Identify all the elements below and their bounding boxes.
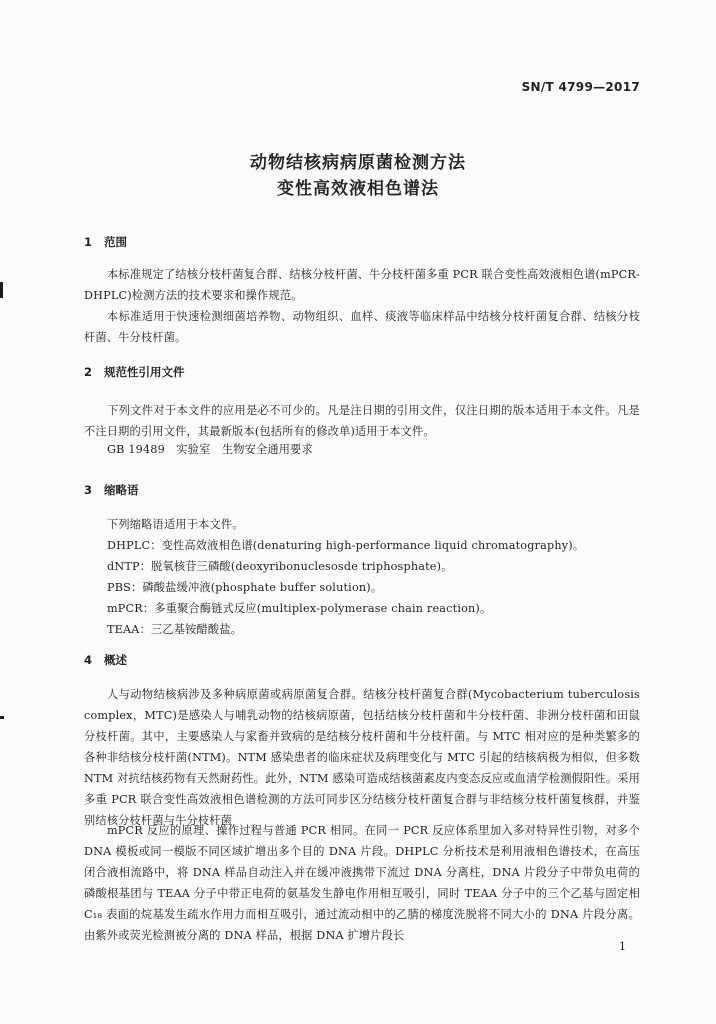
section-1-paragraph-2: 本标准适用于快速检测细菌培养物、动物组织、血样、痰液等临床样品中结核分枝杆菌复合群、结核分枝杆菌、牛分枝杆菌。 bbox=[84, 310, 640, 344]
abbreviation-item: dNTP：脱氧核苷三磷酸(deoxyribonuclesosde triphosphate)。 bbox=[107, 560, 453, 573]
document-title-line-2: 变性高效液相色谱法 bbox=[277, 179, 439, 199]
section-number: 2 bbox=[84, 365, 93, 379]
scan-edge-mark bbox=[0, 716, 4, 719]
abbreviation-item: mPCR：多重聚合酶链式反应(multiplex-polymerase chain reaction)。 bbox=[107, 602, 492, 615]
standard-code: SN/T 4799—2017 bbox=[521, 80, 640, 94]
section-3-heading bbox=[84, 482, 139, 498]
abbreviation-intro: 下列缩略语适用于本文件。 bbox=[107, 518, 244, 531]
section-1-paragraph-1: 本标准规定了结核分枝杆菌复合群、结核分枝杆菌、牛分枝杆菌多重 PCR 联合变性高效液相色谱(mPCR-DHPLC)检测方法的技术要求和操作规范。 bbox=[84, 268, 640, 302]
section-2-paragraph: 下列文件对于本文件的应用是必不可少的。凡是注日期的引用文件，仅注日期的版本适用于本文件。凡是不注日期的引用文件，其最新版本(包括所有的修改单)适用于本文件。 bbox=[84, 404, 640, 438]
page-number: 1 bbox=[619, 940, 626, 953]
section-4-paragraph-1: 人与动物结核病涉及多种病原菌或病原菌复合群。结核分枝杆菌复合群(Mycobacterium tuberculosis complex，MTC)是感染人与哺乳动物的结核病原菌，包括结核分枝杆菌和牛分枝杆菌、非洲分枝杆菌和田鼠分枝杆菌。其中，主要感染人与家畜并致病的是结核分枝杆菌和牛分枝杆菌。与 MTC 相对应的是种类繁多的各种非结核分枝杆菌(NTM)。NTM 感染患者的临床症状及病理变化与 MTC 引起的结核病极为相似，但多数 NTM 对抗结核药物有天然耐药性。此外，NTM 感染可造成结核菌素皮内变态反应或血清学检测假阳性。采用多重 PCR 联合变性高效液相色谱检测的方法可同步区分结核分枝杆菌复合群与非结核分枝杆菌复核群，并鉴别结核分枝杆菌与牛分枝杆菌 bbox=[84, 688, 640, 827]
abbreviation-item: PBS：磷酸盐缓冲液(phosphate buffer solution)。 bbox=[107, 581, 383, 594]
section-2-heading bbox=[84, 364, 185, 380]
section-title: 缩略语 bbox=[104, 483, 139, 497]
abbreviation-item: TEAA：三乙基铵醋酸盐。 bbox=[107, 623, 243, 636]
document-title-line-1: 动物结核病病原菌检测方法 bbox=[250, 153, 466, 173]
section-number: 3 bbox=[84, 483, 93, 497]
scan-edge-mark bbox=[0, 282, 3, 298]
section-number: 4 bbox=[84, 653, 93, 667]
section-title: 概述 bbox=[104, 653, 127, 667]
section-1-heading bbox=[84, 234, 127, 250]
section-number: 1 bbox=[84, 235, 93, 249]
normative-reference: GB 19489 实验室 生物安全通用要求 bbox=[107, 443, 313, 456]
section-4-heading bbox=[84, 652, 127, 668]
section-title: 规范性引用文件 bbox=[104, 365, 185, 379]
abbreviation-item: DHPLC：变性高效液相色谱(denaturing high-performance liquid chromatography)。 bbox=[107, 539, 585, 552]
section-4-paragraph-2: mPCR 反应的原理、操作过程与普通 PCR 相同。在同一 PCR 反应体系里加入多对特异性引物，对多个 DNA 模板或同一模版不同区域扩增出多个目的 DNA 片段。DHPLC 分析技术是利用液相色谱技术，在高压闭合液相流路中，将 DNA 样品自动注入并在缓冲液携带下流过 DNA 分离柱，DNA 片段分子中带负电荷的磷酸根基团与 TEAA 分子中带正电荷的氨基发生静电作用相互吸引，同时 TEAA 分子中的三个乙基与固定相 C₁₈ 表面的烷基发生疏水作用力而相互吸引，通过流动相中的乙腈的梯度洗脱将不同大小的 DNA 片段分离。由紫外或荧光检测被分离的 DNA 样品，根据 DNA 扩增片段长 bbox=[84, 824, 640, 942]
section-title: 范围 bbox=[104, 235, 127, 249]
